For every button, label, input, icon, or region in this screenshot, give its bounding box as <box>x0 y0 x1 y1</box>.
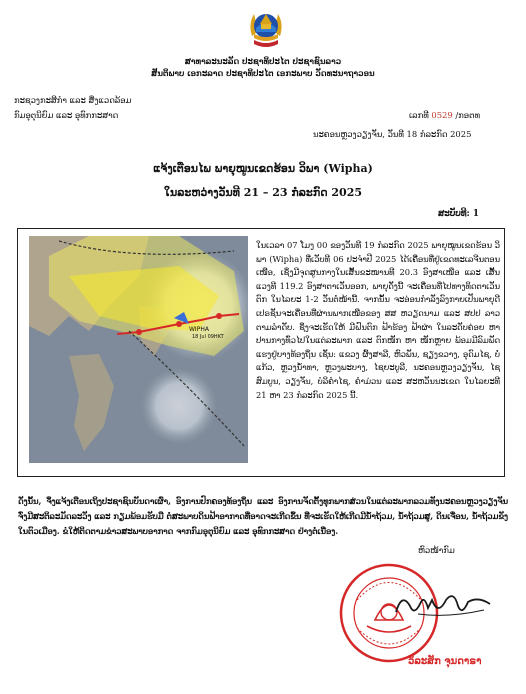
signer-name: ວິລະສັກ ຈຸນດາຣາ <box>408 656 482 667</box>
national-emblem-icon <box>246 6 286 50</box>
storm-time: 18 Jul 09HKT <box>192 334 224 340</box>
advisory-text: ດັ່ງນັ້ນ, ຈຶ່ງແຈ້ງເຕືອນເຖິງປະຊາຊົນບັນດາເຜົ່າ, ອົງການປົກຄອງທ້ອງຖິ່ນ ແລະ ອົງການຈັດຕັ້ງທຸກພາກສ່ວນໃນແຕ່ລະພາກລວມທັງນະຄອນຫຼວງວຽງຈັນ ຈົ່ງມີສະຕິລະມັດລະວັງ ແລະ ກຽມພ້ອມຮັບມື ຕໍ່ສະພາບດິນຟ້າອາກາດທີ່ອາດຈະເກີດຂຶ້ນ ທີ່ຈະເຮັດໃຫ້ເກີດມີນ້ຳຖ້ວມ, ນ້ຳຖ້ວມສູ, ດິນເຈື່ອນ, ນ້ຳຖ້ວມຂັງໃນຕົວເມືອງ. ຂໍໃຫ້ຕິດຕາມຂ່າວສະພາບອາກາດ ຈາກກົມອຸຕຸນິຍົມ ແລະ ອຸທົກກະສາດ ຢ່າງຕໍ່ເນື່ອງ. <box>18 496 508 537</box>
document-title: ແຈ້ງເຕືອນໄພ ພາຍຸໝູນເຂດຮ້ອນ ວິພາ (Wipha) <box>153 162 373 175</box>
document-number-suffix: /ກອຕທ <box>455 110 480 120</box>
storm-label: WIPHA <box>189 326 209 333</box>
storm-track-map <box>29 236 248 463</box>
national-header-line1: ສາທາລະນະລັດ ປະຊາທິປະໄຕ ປະຊາຊົນລາວ <box>184 57 342 67</box>
document-date: ນະຄອນຫຼວງວຽງຈັນ, ວັນທີ 18 ກໍລະກົດ 2025 <box>313 129 472 139</box>
document-number <box>409 110 480 120</box>
document-number-prefix: ເລກທີ <box>409 110 429 120</box>
national-header-line2: ສັນຕິພາບ ເອກະລາດ ປະຊາທິປະໄຕ ເອກະພາບ ວັດທະນາຖາວອນ <box>151 69 375 79</box>
ministry-name: ກະຊວງກະສິກຳ ແລະ ສິ່ງແວດລ້ອມ <box>14 95 132 105</box>
handwritten-signature <box>388 586 498 622</box>
issue-number: ສະບັບທີ: 1 <box>438 209 479 219</box>
warning-body-text: ໃນເວລາ 07 ໂມງ 00 ຂອງວັນທີ 19 ກໍລະກົດ 2025 ພາຍຸໝູນເຂດຮ້ອນ ວິພາ (Wipha) ທີ່ເວັບທີ 06 ປະຈໍາປີ 2025 ໄດ້ເຄື່ອນທີ່ຢູ່ເຂດທະເລຈີນຕອນເໜືອ, ເຊິ່ງມີຈຸດສູນກາງໃນເສັ້ນຂະໜານທີ 20.3 ອົງສາເໜືອ ແລະ ເສັ້ນແວງທີ 119.2 ອົງສາຕາເວັນອອກ, ພາຍຸດັ່ງນີ້ ຈະເຄື່ອນທີ່ໄປທາງທິດຕາເວັນຕົກ ໃນໄລຍະ 1-2 ວັນຕໍ່ໜ້ານີ້. ຈາກນັ້ນ ຈະອ່ອນກຳລັງລົງກາຍເປັນພາຍຸດີເປຣຊັນຈະເຄື່ອນທີ່ຜ່ານພາກເໜືອຂອງ ສສ ຫວຽດນາມ ແລະ ສປປ ລາວ ຕາມລຳດັບ. ຊຶ່ງຈະເຮັດໃຫ້ ມີຝົນຕົກ ຟ້າຮ້ອງ ຟ້າຜ່າ ໃນລະດັບຄ່ອຍ ຫາ ປານກາງທົ່ວໄປໃນແຕ່ລະພາກ ແລະ ຕົກໜັກ ຫາ ໜັກຫຼາຍ ພ້ອມມີລົມພັດແຮງຢູ່ບາງທ້ອງຖິ່ນ ເຊັ່ນ: ແຂວງ ຜົ້ງສາລີ, ຫົວພັນ, ຊຽງຂວາງ, ອຸດົມໄຊ, ບໍ່ແກ້ວ, ຫຼວງນ້ຳທາ, ຫຼວງພະບາງ, ໄຊຍະບູລີ, ນະຄອນຫຼວງວຽງຈັນ, ໄຊສົມບູນ, ວຽງຈັນ, ບໍລິຄໍາໄຊ, ຄໍາມ່ວນ ແລະ ສະຫວັນນະເຂດ ໃນໄລຍະທີ 21 ຫາ 23 ກໍລະກົດ 2025 ນີ້. <box>256 240 500 400</box>
document-number-value: 0529 <box>431 110 453 120</box>
department-name: ກົມອຸຕຸນິຍົມ ແລະ ອຸທົກກະສາດ <box>14 110 119 120</box>
document-subtitle: ໃນລະຫວ່າງວັນທີ 21 – 23 ກໍລະກົດ 2025 <box>163 186 363 199</box>
signer-title: ຫົວໜ້າກົມ <box>418 545 455 555</box>
